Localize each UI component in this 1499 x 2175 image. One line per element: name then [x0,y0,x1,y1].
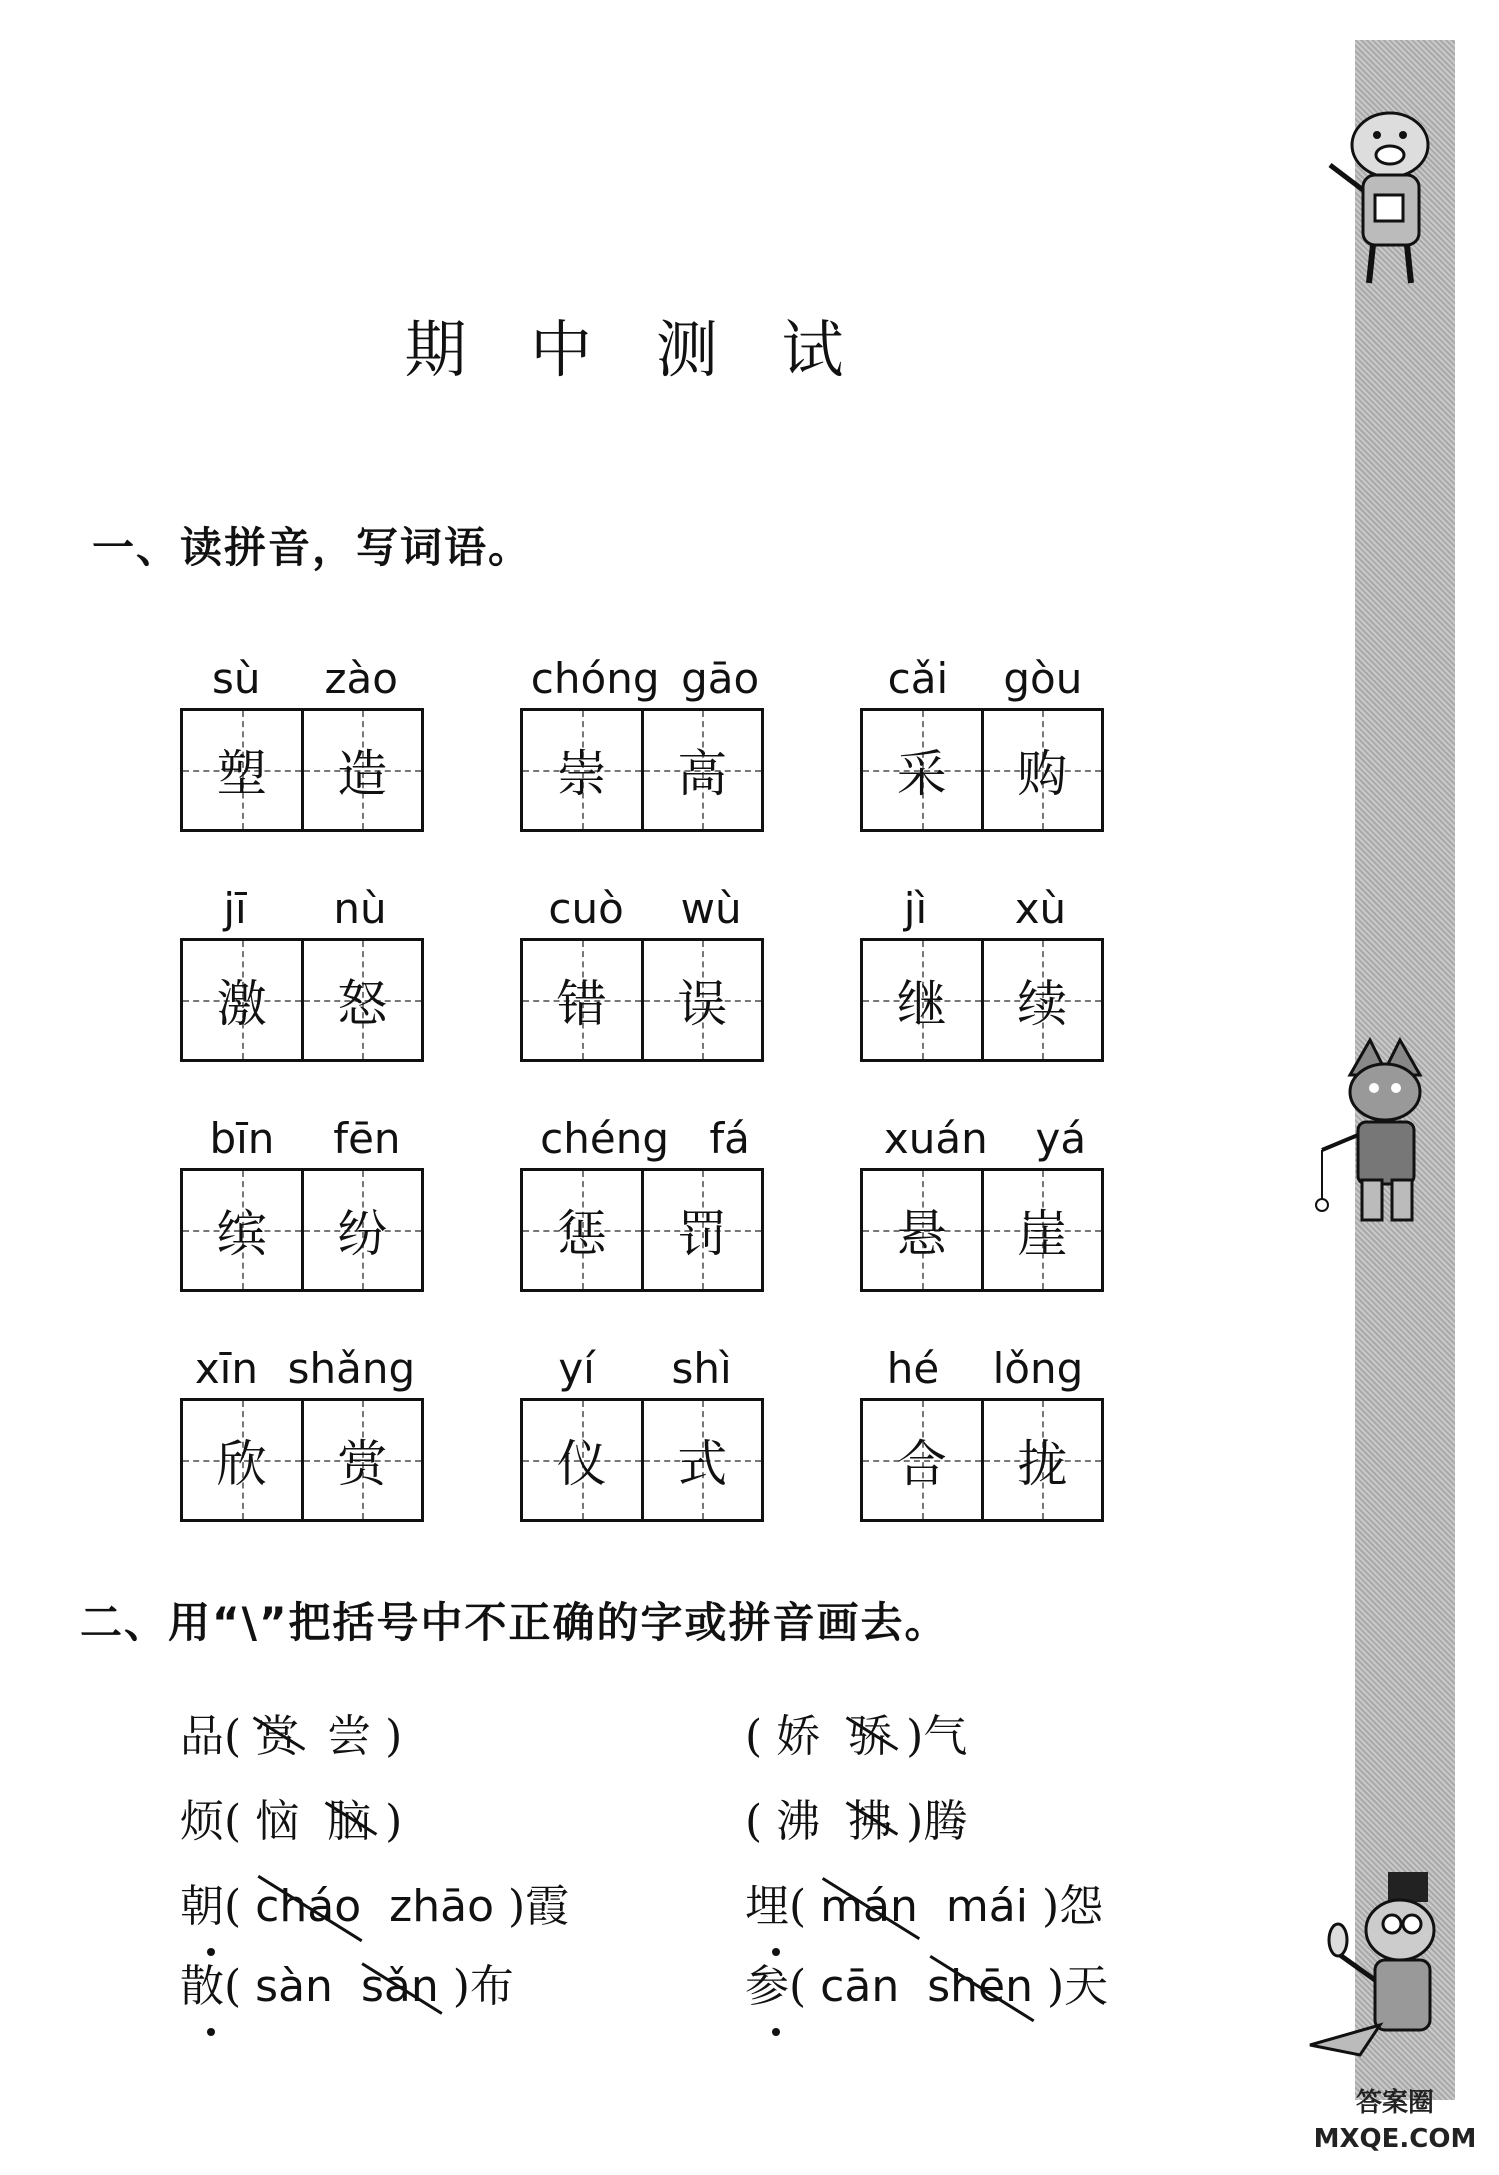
choice-suffix: )霞 [508,1881,570,1932]
character-answer: 继 [896,975,947,1033]
character-answer: 错 [556,975,607,1033]
tianzige-box [860,938,1104,1062]
character-cell [981,1171,1102,1289]
struck-option: 赏 [255,1700,299,1764]
character-cell [183,1171,301,1289]
character-cell [523,1401,641,1519]
character-answer: 欣 [216,1435,267,1493]
pinyin-syllable: hé [886,1344,940,1393]
pinyin-syllable: xù [1014,884,1067,933]
choice-prefix: 品( [180,1711,242,1762]
choice-suffix: )天 [1047,1961,1109,2012]
character-cell [863,1401,981,1519]
tianzige-box [860,1168,1104,1292]
pinyin-syllable: yí [558,1344,595,1393]
kept-option: 尝 [327,1711,372,1762]
character-answer: 采 [896,745,947,803]
character-answer: 仪 [556,1435,607,1493]
word-item [520,650,770,832]
pinyin-syllable: yá [1035,1114,1087,1163]
struck-option: sǎn [360,1961,439,2012]
watermark-line2: MXQE.COM [1313,2124,1477,2154]
pinyin-syllable: shǎng [287,1344,416,1393]
pinyin-syllable: cǎi [887,654,949,703]
character-answer: 崖 [1017,1205,1068,1263]
choice-prefix: 散( [180,1950,241,2014]
pinyin-syllable: fēn [333,1114,401,1163]
character-answer: 续 [1017,975,1068,1033]
choice-prefix: 烦( [180,1796,242,1847]
character-answer: 激 [216,975,267,1033]
character-answer: 高 [677,745,728,803]
character-answer: 惩 [556,1205,607,1263]
character-answer: 赏 [337,1435,388,1493]
pig-mascot-icon [1305,95,1465,295]
character-answer: 造 [337,745,388,803]
word-item [180,1340,430,1522]
struck-option: 骄 [848,1700,892,1764]
character-answer: 缤 [216,1205,267,1263]
choice-suffix: )布 [452,1961,514,2012]
tianzige-box [520,1168,764,1292]
pinyin-row [860,880,1110,938]
character-cell [183,941,301,1059]
word-item [860,650,1110,832]
pinyin-row [520,1110,770,1168]
word-item [860,1340,1110,1522]
choice-prefix: 朝( [180,1870,241,1934]
choice-item [180,1700,402,1764]
wolf-mascot-icon [1310,1030,1460,1240]
pinyin-syllable: zào [324,654,398,703]
pinyin-syllable: bīn [209,1114,275,1163]
character-cell [301,941,422,1059]
character-cell [523,941,641,1059]
word-item [860,1110,1110,1292]
character-cell [863,941,981,1059]
character-cell [981,711,1102,829]
pinyin-syllable: fá [709,1114,750,1163]
character-answer: 塑 [216,745,267,803]
character-cell [863,1171,981,1289]
choice-suffix: )怨 [1041,1881,1104,1932]
choice-item [180,1870,569,1934]
kept-option: zhāo [389,1881,495,1932]
character-cell [301,1401,422,1519]
character-cell [641,1171,762,1289]
tianzige-box [520,938,764,1062]
pinyin-syllable: gāo [681,654,760,703]
character-cell [641,711,762,829]
pinyin-syllable: gòu [1003,654,1083,703]
pinyin-row [180,880,430,938]
choice-item [745,1870,1103,1934]
character-cell [301,1171,422,1289]
kept-option: 沸 [776,1796,821,1847]
choice-item [180,1785,402,1849]
kept-option: 娇 [776,1711,821,1762]
kept-option: cān [820,1961,900,2012]
word-item [180,880,430,1062]
tianzige-box [520,1398,764,1522]
character-answer: 怒 [337,975,388,1033]
struck-option: cháo [255,1881,362,1932]
word-item [180,1110,430,1292]
pinyin-syllable: chóng [530,654,660,703]
character-cell [981,941,1102,1059]
pinyin-row [180,650,430,708]
pinyin-syllable: shì [671,1344,732,1393]
kept-option: sàn [255,1961,333,2012]
pinyin-syllable: sù [212,654,261,703]
watermark [1300,2085,1490,2165]
choice-prefix: 参( [745,1950,806,2014]
pinyin-row [180,1110,430,1168]
character-cell [183,1401,301,1519]
watermark-line1: 答案圈 [1355,2088,1434,2118]
choice-suffix: ) [385,1796,403,1847]
tianzige-box [860,708,1104,832]
character-answer: 罚 [677,1205,728,1263]
choice-suffix: )腾 [906,1796,968,1847]
pinyin-syllable: nù [333,884,387,933]
word-item [180,650,430,832]
choice-item [180,1950,514,2014]
character-answer: 合 [896,1435,947,1493]
pinyin-syllable: chéng [540,1114,669,1163]
kept-option: 恼 [255,1796,300,1847]
tianzige-box [180,938,424,1062]
choice-prefix: 埋( [745,1870,806,1934]
tianzige-box [180,708,424,832]
tianzige-box [860,1398,1104,1522]
choice-prefix: ( [745,1711,763,1762]
pinyin-syllable: lǒng [992,1344,1084,1393]
character-answer: 悬 [896,1205,947,1263]
fox-mascot-icon [1300,1860,1465,2060]
pinyin-syllable: xīn [194,1344,258,1393]
character-answer: 崇 [556,745,607,803]
struck-option: 脑 [327,1785,371,1849]
character-answer: 式 [677,1435,728,1493]
struck-option: 拂 [848,1785,892,1849]
word-item [520,1340,770,1522]
character-cell [301,711,422,829]
choice-prefix: ( [745,1796,763,1847]
tianzige-box [180,1398,424,1522]
word-item [860,880,1110,1062]
character-answer: 纷 [337,1205,388,1263]
pinyin-syllable: jì [903,884,928,933]
character-cell [641,941,762,1059]
pinyin-row [520,650,770,708]
page-title: 期 中 测 试 [404,313,866,386]
character-cell [981,1401,1102,1519]
character-cell [863,711,981,829]
character-answer: 误 [677,975,728,1033]
struck-option: mán [820,1881,918,1932]
character-answer: 拢 [1017,1435,1068,1493]
choice-suffix: ) [385,1711,403,1762]
character-cell [523,1171,641,1289]
pinyin-syllable: wù [680,884,742,933]
character-cell [523,711,641,829]
word-item [520,1110,770,1292]
character-cell [641,1401,762,1519]
pinyin-row [180,1340,430,1398]
character-answer: 购 [1017,745,1068,803]
pinyin-row [860,650,1110,708]
choice-suffix: )气 [906,1711,968,1762]
pinyin-syllable: jī [223,884,247,933]
choice-item [745,1785,967,1849]
section-2-heading: 二、用“\”把括号中不正确的字或拼音画去。 [80,1598,949,1647]
pinyin-row [520,1340,770,1398]
section-1-heading: 一、读拼音，写词语。 [92,523,533,572]
choice-item [745,1950,1108,2014]
pinyin-syllable: xuán [883,1114,988,1163]
struck-option: shēn [927,1961,1033,2012]
choice-item [745,1700,967,1764]
pinyin-row [860,1340,1110,1398]
character-cell [183,711,301,829]
pinyin-row [520,880,770,938]
tianzige-box [520,708,764,832]
word-item [520,880,770,1062]
pinyin-syllable: cuò [548,884,624,933]
kept-option: mái [945,1881,1028,1932]
tianzige-box [180,1168,424,1292]
pinyin-row [860,1110,1110,1168]
